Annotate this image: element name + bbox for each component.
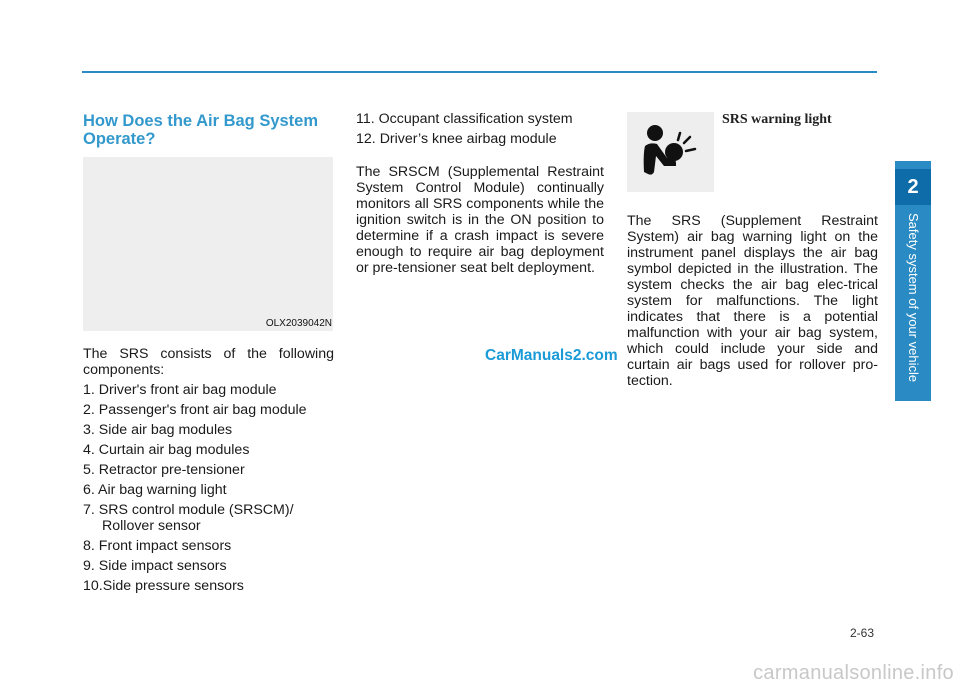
footer-watermark: carmanualsonline.info [753,662,954,684]
warning-light-paragraph: The SRS (Supplement Restraint System) air bag warning light on the instrument panel displays the air bag symbol depicted in the illustration. The system checks the air bag elec-trical system for malfunctions. The light indicates that there is a potential malfunction with your air bag system, which could include your side and curtain air bags used for rollover pro-tection. [627,213,878,389]
list-item: 6. Air bag warning light [83,482,227,498]
section-title: How Does the Air Bag System Operate? [83,112,319,148]
warning-light-figure [627,112,714,192]
chapter-number: 2 [895,169,931,205]
intro-text: The SRS consists of the following components: [83,346,334,378]
column-3 [627,213,878,389]
list-item: 5. Retractor pre-tensioner [83,462,245,478]
list-item: 3. Side air bag modules [83,422,233,438]
list-item: 8. Front impact sensors [83,538,232,554]
list-item: 7. SRS control module (SRSCM)/ Rollover sensor [83,502,294,534]
airbag-warning-icon [640,124,700,180]
list-item: 10.Side pressure sensors [83,578,244,594]
page-number: 2-63 [849,626,874,640]
figure-code: OLX2039042N [265,318,332,329]
list-item: 11. Occupant classification system [356,111,573,127]
list-item: 9. Side impact sensors [83,558,227,574]
figure-placeholder [83,157,333,331]
srscm-paragraph: The SRSCM (Supplemental Restraint System Control Module) continually monitors all SRS components while the ignition switch is in the ON position to determine if a crash impact is severe enough to require air bag deployment or pre-tensioner seat belt deployment. [356,164,604,276]
column-1 [83,346,334,598]
chapter-tab [895,161,931,401]
list-item: 1. Driver's front air bag module [83,382,277,398]
list-item: 4. Curtain air bag modules [83,442,250,458]
component-list [83,382,334,594]
top-rule [82,71,877,73]
list-item: 2. Passenger's front air bag module [83,402,307,418]
warning-light-heading: SRS warning light [722,112,832,127]
chapter-label: Safety system of your vehicle [906,213,921,383]
site-watermark: CarManuals2.com [485,347,618,364]
list-item: 12. Driver’s knee airbag module [356,131,557,147]
column-2 [356,111,604,276]
